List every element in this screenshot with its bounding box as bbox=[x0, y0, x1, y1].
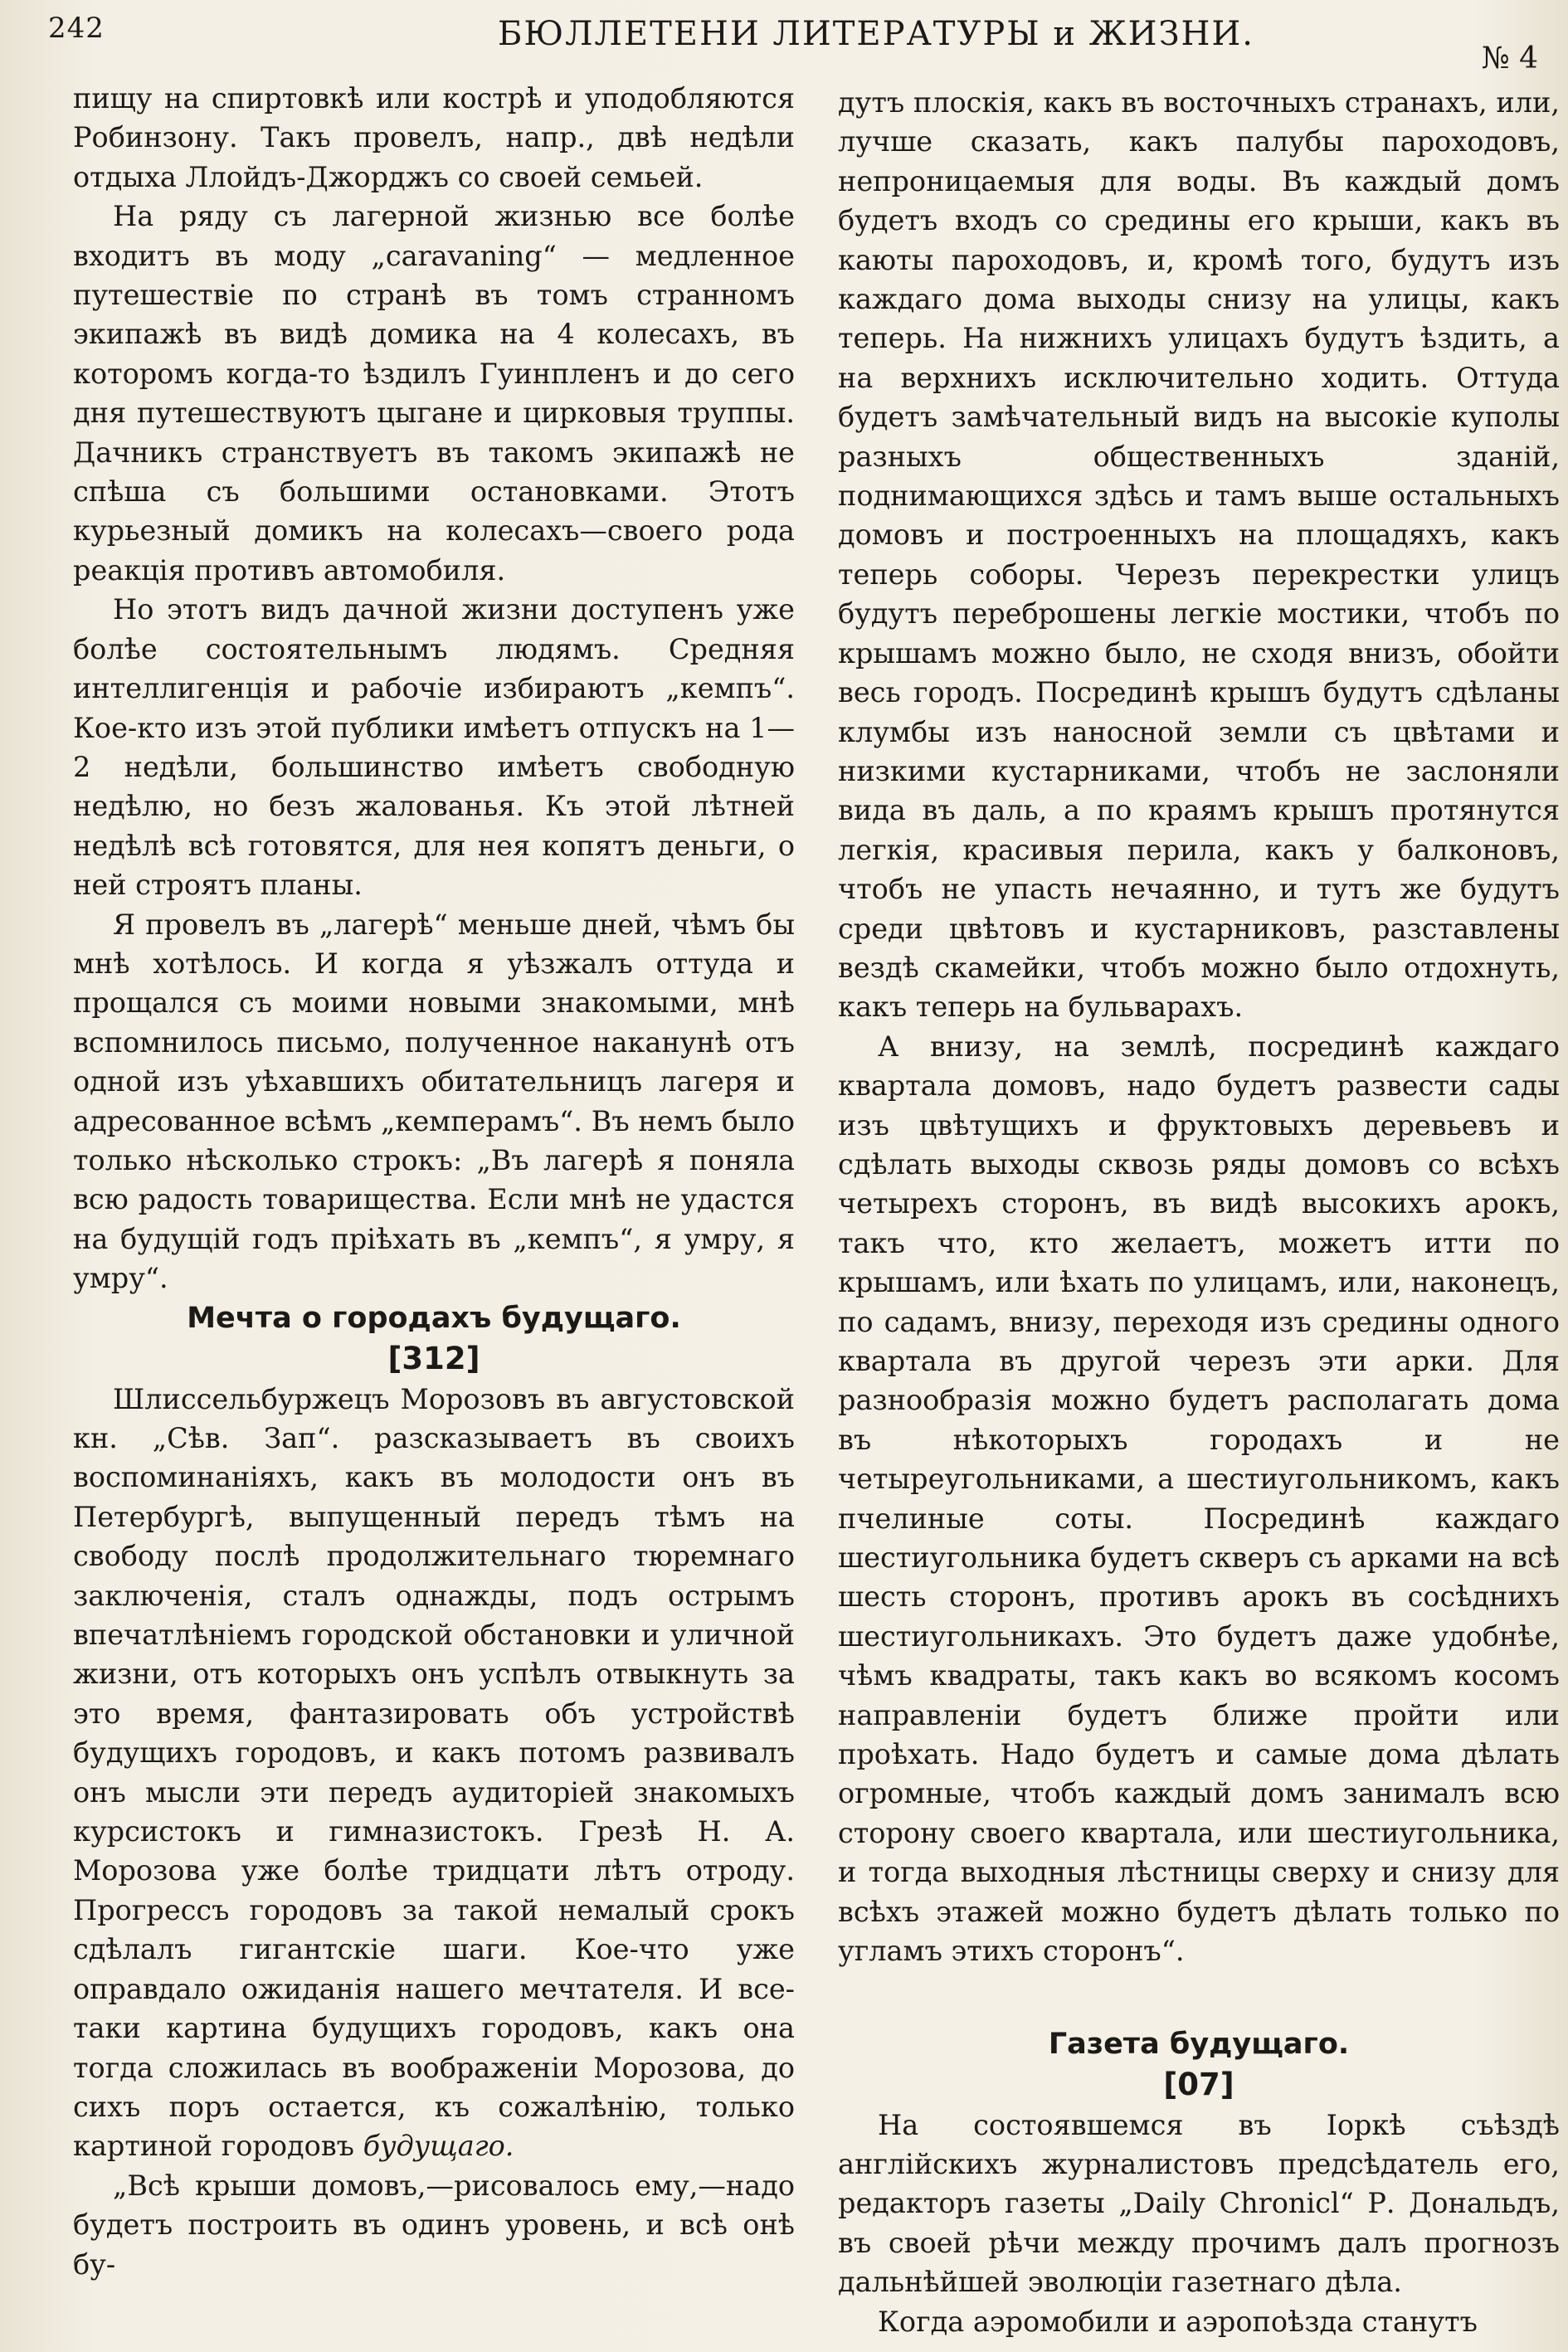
section-title-newspaper: Газета будущаго. bbox=[1048, 2027, 1350, 2061]
paragraph: „Всѣ крыши домовъ,—рисовалось ему,—надо будетъ построить въ одинъ уровень, и всѣ онѣ бу- bbox=[73, 2169, 795, 2281]
page-number: 242 bbox=[48, 12, 105, 45]
running-title: БЮЛЛЕТЕНИ ЛИТЕРАТУРЫ и ЖИЗНИ. bbox=[498, 15, 1254, 53]
paragraph: Когда аэромобили и аэропоѣзда станутъ bbox=[878, 2305, 1478, 2338]
paragraph bbox=[73, 1380, 795, 2166]
section-title-cities: Мечта о городахъ будущаго. bbox=[187, 1301, 681, 1335]
paragraph: На состоявшемся въ Іоркѣ съѣздѣ англійскихъ журналистовъ предсѣдатель его, редакторъ газеты „Daily Chronicl“ Р. Дональдъ, въ своей рѣчи между прочимъ далъ прогнозъ дальнѣйшей эволюціи газетнаго дѣла. bbox=[838, 2108, 1560, 2299]
paragraph: Но этотъ видъ дачной жизни доступенъ уже болѣе состоятельнымъ людямъ. Средняя интеллигенція и рабочіе избираютъ „кемпъ“. Кое-кто изъ этой публики имѣетъ отпускъ на 1—2 недѣли, большинство имѣетъ свободную недѣлю, но безъ жалованья. Къ этой лѣтней недѣлѣ всѣ готовятся, для нея копятъ деньги, о ней строятъ планы. bbox=[73, 593, 795, 902]
right-column bbox=[838, 83, 1560, 2341]
paragraph: дутъ плоскія, какъ въ восточныхъ странахъ, или, лучше сказать, какъ палубы пароходовъ, непроницаемыя для воды. Въ каждый домъ будетъ входъ со средины его крыши, какъ въ каюты пароходовъ, и, кромѣ того, будутъ изъ каждаго дома выходы снизу на улицы, какъ теперь. На нижнихъ улицахъ будутъ ѣздить, а на верхнихъ исключительно ходить. Оттуда будетъ замѣчательный видъ на высокіе куполы разныхъ общественныхъ зданій, поднимающихся здѣсь и тамъ выше остальныхъ домовъ и построенныхъ на площадяхъ, какъ теперь соборы. Черезъ перекрестки улицъ будутъ переброшены легкіе мостики, чтобъ по крышамъ можно было, не сходя внизъ, обойти весь городъ. Посрединѣ крышъ будутъ сдѣланы клумбы изъ наносной земли съ цвѣтами и низкими кустарниками, чтобъ не заслоняли вида въ даль, а по краямъ крышъ протянутся легкія, красивыя перила, какъ у балконовъ, чтобъ не упасть нечаянно, и тутъ же будутъ среди цвѣтовъ и кустарниковъ, разставлены вездѣ скамейки, чтобъ можно было отдохнуть, какъ теперь на бульварахъ. bbox=[838, 86, 1560, 1024]
italic-word: будущаго. bbox=[363, 2130, 514, 2163]
paragraph: Я провелъ въ „лагерѣ“ меньше дней, чѣмъ бы мнѣ хотѣлось. И когда я уѣзжалъ оттуда и прощался съ моими новыми знакомыми, мнѣ вспомнилось письмо, полученное наканунѣ отъ одной изъ уѣхавшихъ обитательницъ лагеря и адресованное всѣмъ „кемперамъ“. Въ немъ было только нѣсколько строкъ: „Въ лагерѣ я поняла всю радость товарищества. Если мнѣ не удастся на будущій годъ пріѣхать въ „кемпъ“, я умру, я умру“. bbox=[73, 908, 795, 1295]
section-code-newspaper: [07] bbox=[1163, 2066, 1234, 2102]
section-code-cities: [312] bbox=[387, 1340, 480, 1376]
left-column bbox=[73, 79, 795, 2284]
paragraph-text: Шлиссельбуржецъ Морозовъ въ августовской кн. „Сѣв. Зап“. разсказываетъ въ своихъ воспоминаніяхъ, какъ въ молодости онъ въ Петербургѣ, выпущенный передъ тѣмъ на свободу послѣ продолжительнаго тюремнаго заключенія, сталъ однажды, подъ острымъ впечатлѣніемъ городской обстановки и уличной жизни, отъ которыхъ онъ успѣлъ отвыкнуть за это время, фантазировать объ устройствѣ будущихъ городовъ, и какъ потомъ развивалъ онъ мысли эти передъ аудиторіей знакомыхъ курсистокъ и гимназистокъ. Грезѣ Н. А. Морозова уже болѣе тридцати лѣтъ отроду. Прогрессъ городовъ за такой немалый срокъ сдѣлалъ гигантскіе шаги. Кое-что уже оправдало ожиданія нашего мечтателя. И все-таки картина будущихъ городовъ, какъ она тогда сложилась въ воображеніи Морозова, до сихъ поръ остается, къ сожалѣнію, только картиной городовъ bbox=[73, 1382, 795, 2163]
page-header bbox=[33, 8, 1543, 75]
paragraph: На ряду съ лагерной жизнью все болѣе входитъ въ моду „caravaning“ — медленное путешествіе по странѣ въ томъ странномъ экипажѣ въ видѣ домика на 4 колесахъ, въ которомъ когда-то ѣздилъ Гуинпленъ и до сего дня путешествуютъ цыгане и цирковыя труппы. Дачникъ странствуетъ въ такомъ экипажѣ не спѣша съ большими остановками. Этотъ курьезный домикъ на колесахъ—своего рода реакція противъ автомобиля. bbox=[73, 200, 795, 587]
paragraph: А внизу, на землѣ, посрединѣ каждаго квартала домовъ, надо будетъ развести сады изъ цвѣтущихъ и фруктовыхъ деревьевъ и сдѣлать выходы сквозь ряды домовъ со всѣхъ четырехъ сторонъ, въ видѣ высокихъ арокъ, такъ что, кто желаетъ, можетъ итти по крышамъ, или ѣхать по улицамъ, или, наконецъ, по садамъ, внизу, переходя изъ средины одного квартала въ другой черезъ эти арки. Для разнообразія можно будетъ располагать дома въ нѣкоторыхъ городахъ и не четыреугольниками, а шестиугольникомъ, какъ пчелиные соты. Посрединѣ каждаго шестиугольника будетъ скверъ съ арками на всѣ шесть сторонъ, противъ арокъ въ сосѣднихъ шестиугольникахъ. Это будетъ даже удобнѣе, чѣмъ квадраты, такъ какъ во всякомъ косомъ направленіи будетъ ближе пройти или проѣхать. Надо будетъ и самые дома дѣлать огромные, чтобъ каждый домъ занималъ всю сторону своего квартала, или шестиугольника, и тогда выходныя лѣстницы сверху и снизу для всѣхъ этажей можно будетъ дѣлать только по угламъ этихъ сторонъ“. bbox=[838, 1030, 1560, 1968]
issue-number: № 4 bbox=[1481, 41, 1538, 75]
paragraph: пищу на спиртовкѣ или кострѣ и уподобляются Робинзону. Такъ провелъ, напр., двѣ недѣли отдыха Ллойдъ-Джорджъ со своей семьей. bbox=[73, 82, 795, 193]
